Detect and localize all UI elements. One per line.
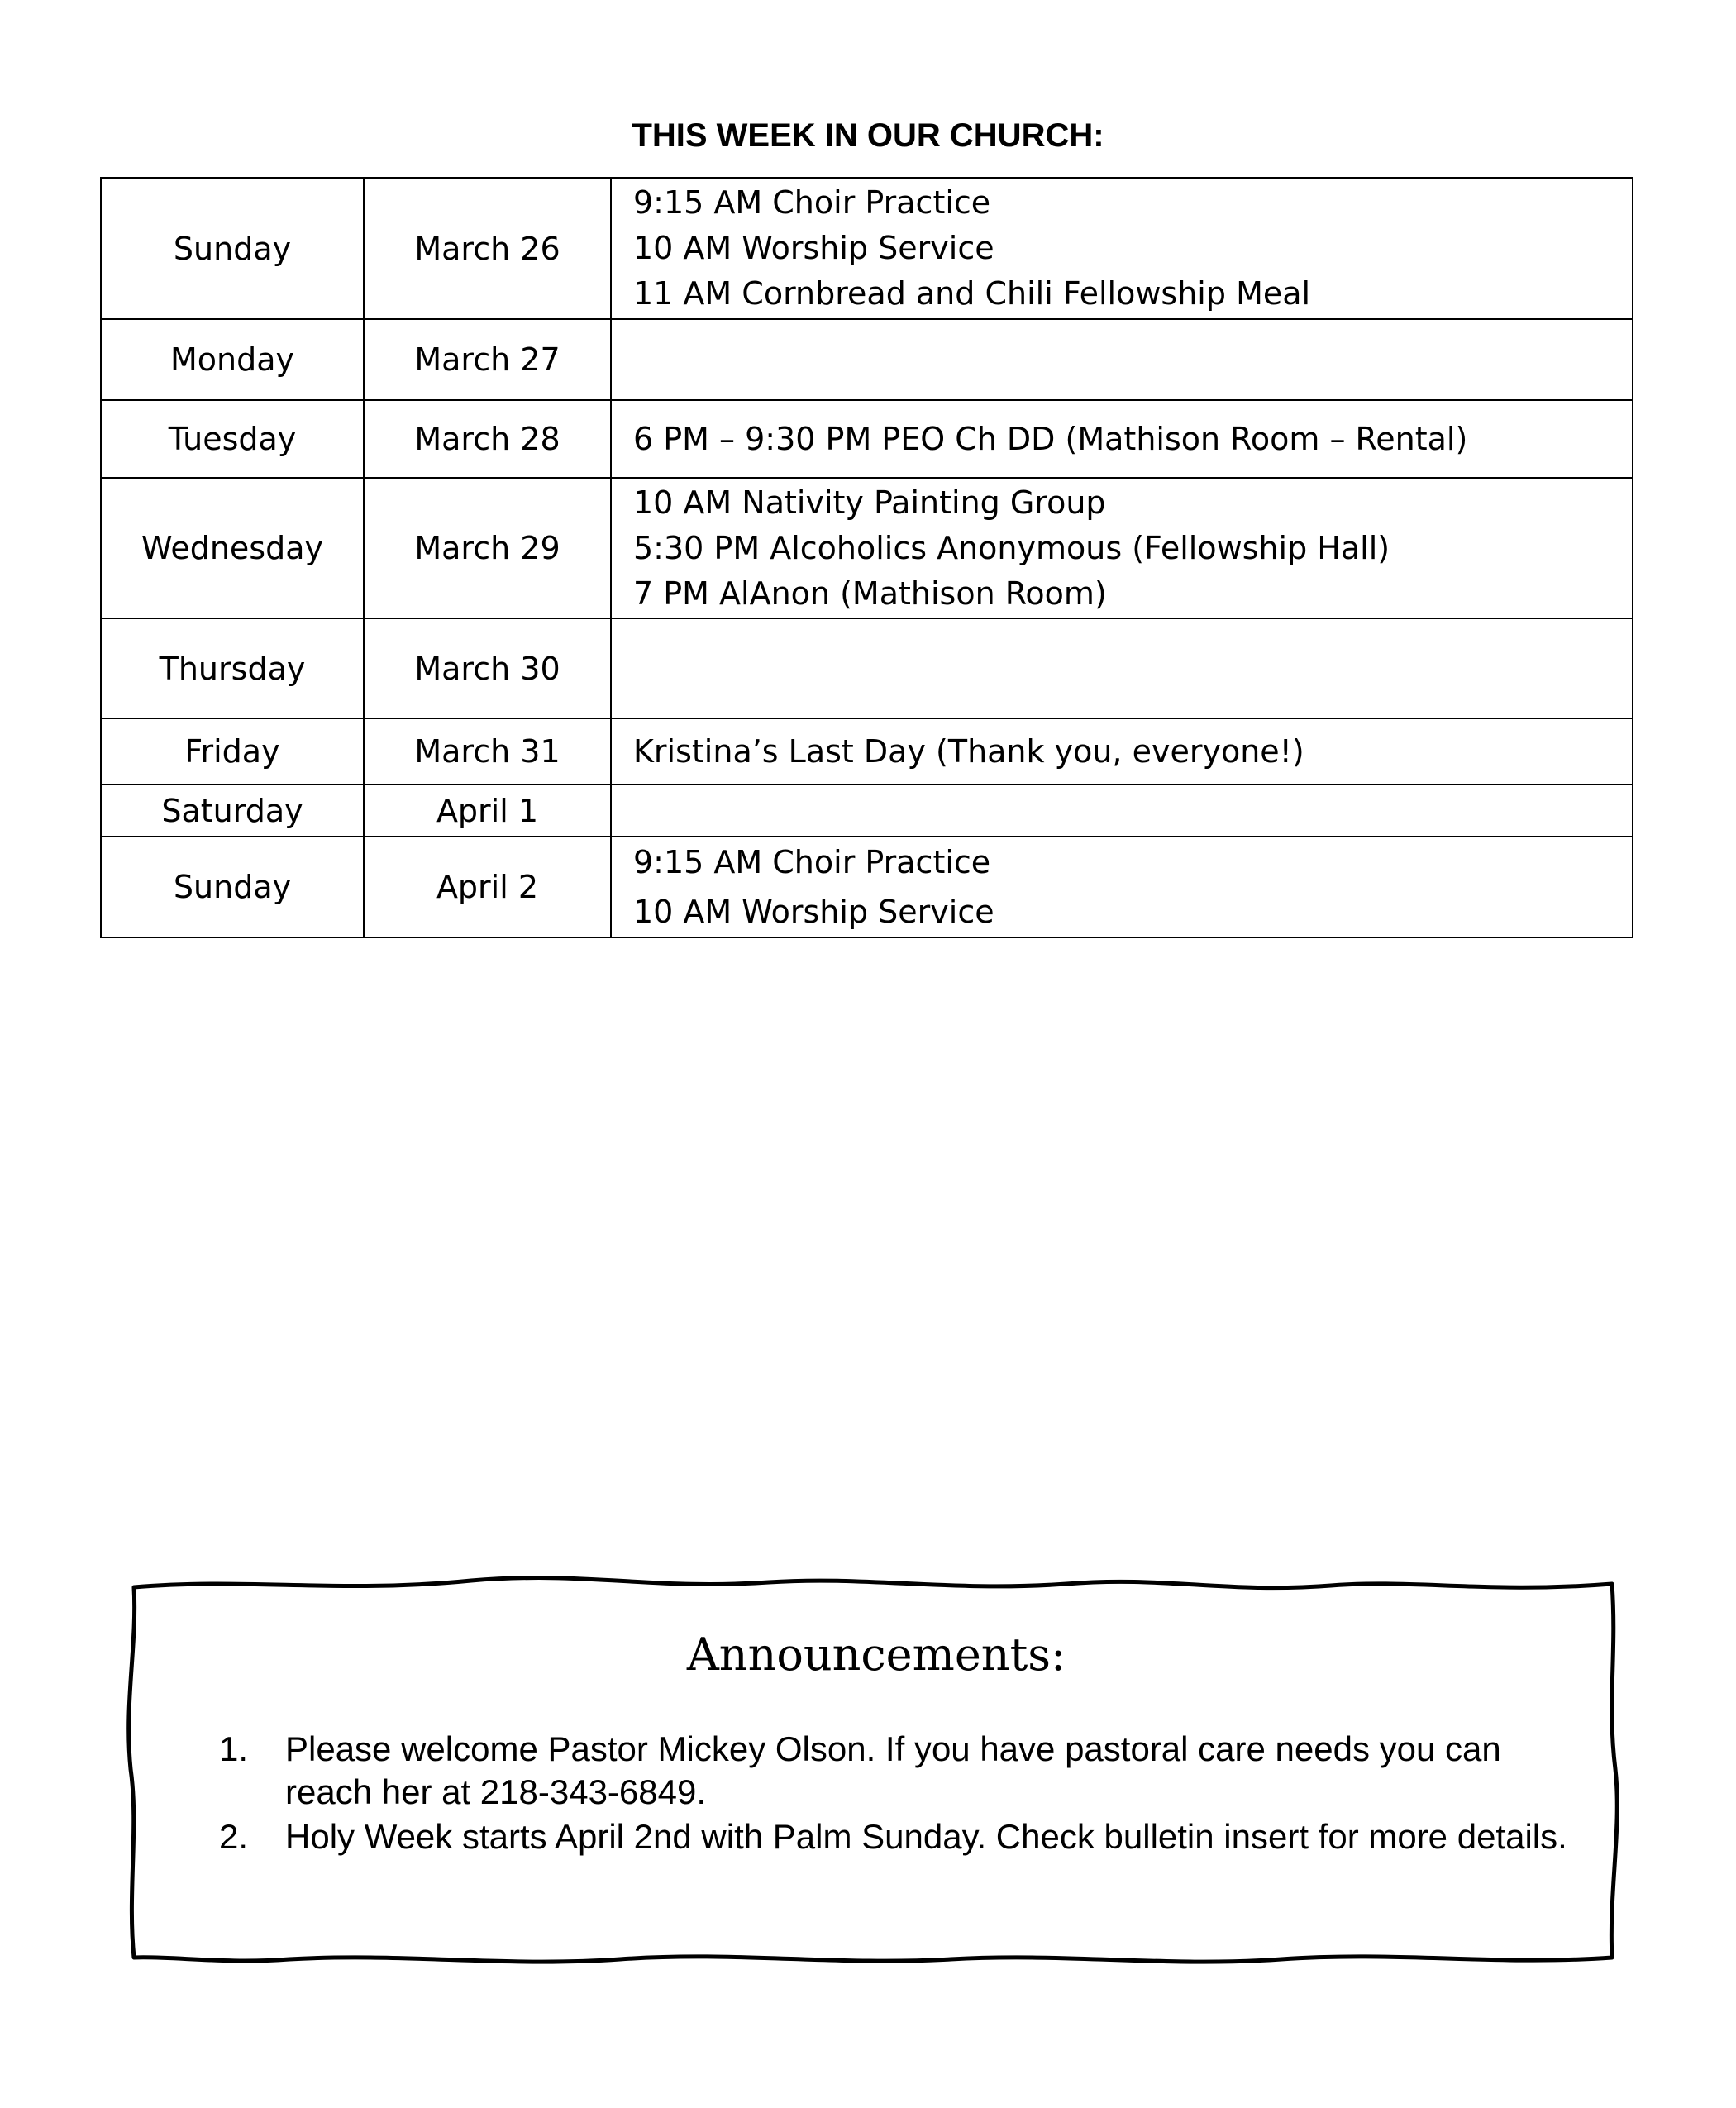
table-row	[101, 718, 1633, 785]
event-item: 10 AM Nativity Painting Group	[633, 484, 1106, 521]
date-cell: April 1	[364, 785, 611, 837]
events-cell	[611, 319, 1633, 400]
events-cell	[611, 178, 1633, 319]
event-item: Kristina’s Last Day (Thank you, everyone!)	[633, 732, 1304, 770]
announcements-list	[219, 1728, 1575, 1860]
day-cell: Saturday	[101, 785, 364, 837]
events-cell	[611, 837, 1633, 937]
table-row	[101, 400, 1633, 478]
table-row	[101, 478, 1633, 618]
event-item: 6 PM – 9:30 PM PEO Ch DD (Mathison Room – Rental)	[633, 420, 1468, 457]
day-cell: Tuesday	[101, 400, 364, 478]
table-row	[101, 785, 1633, 837]
item-number: 1.	[219, 1729, 249, 1768]
item-text: Please welcome Pastor Mickey Olson. If you have pastoral care needs you can reach her at 218-343-6849.	[285, 1729, 1501, 1811]
event-item: 10 AM Worship Service	[633, 894, 994, 930]
table-row	[101, 837, 1633, 937]
announcements-box	[124, 1562, 1629, 1976]
day-cell: Sunday	[101, 178, 364, 319]
date-cell: March 26	[364, 178, 611, 319]
events-cell	[611, 618, 1633, 718]
date-cell: March 31	[364, 718, 611, 785]
day-cell: Wednesday	[101, 478, 364, 618]
date-cell: March 27	[364, 319, 611, 400]
day-cell: Sunday	[101, 837, 364, 937]
date-cell: March 30	[364, 618, 611, 718]
event-item: 10 AM Worship Service	[633, 230, 994, 266]
day-cell: Thursday	[101, 618, 364, 718]
schedule-table	[100, 177, 1633, 938]
announcements-title: Announcements:	[686, 1629, 1066, 1681]
day-cell: Friday	[101, 718, 364, 785]
event-item: 9:15 AM Choir Practice	[633, 184, 991, 221]
page-title: THIS WEEK IN OUR CHURCH:	[632, 117, 1104, 154]
day-cell: Monday	[101, 319, 364, 400]
event-item: 7 PM AlAnon (Mathison Room)	[633, 575, 1107, 612]
event-item: 9:15 AM Choir Practice	[633, 844, 991, 880]
list-item	[219, 1728, 1575, 1814]
item-number: 2.	[219, 1817, 249, 1856]
list-item	[219, 1815, 1575, 1858]
table-row	[101, 178, 1633, 319]
event-item: 11 AM Cornbread and Chili Fellowship Meal	[633, 275, 1311, 312]
table-row	[101, 618, 1633, 718]
events-cell	[611, 478, 1633, 618]
date-cell: March 29	[364, 478, 611, 618]
table-row	[101, 319, 1633, 400]
date-cell: March 28	[364, 400, 611, 478]
events-cell	[611, 718, 1633, 785]
item-text: Holy Week starts April 2nd with Palm Sunday. Check bulletin insert for more details.	[285, 1817, 1567, 1856]
events-cell	[611, 400, 1633, 478]
events-cell	[611, 785, 1633, 837]
date-cell: April 2	[364, 837, 611, 937]
event-item: 5:30 PM Alcoholics Anonymous (Fellowship Hall)	[633, 529, 1390, 566]
